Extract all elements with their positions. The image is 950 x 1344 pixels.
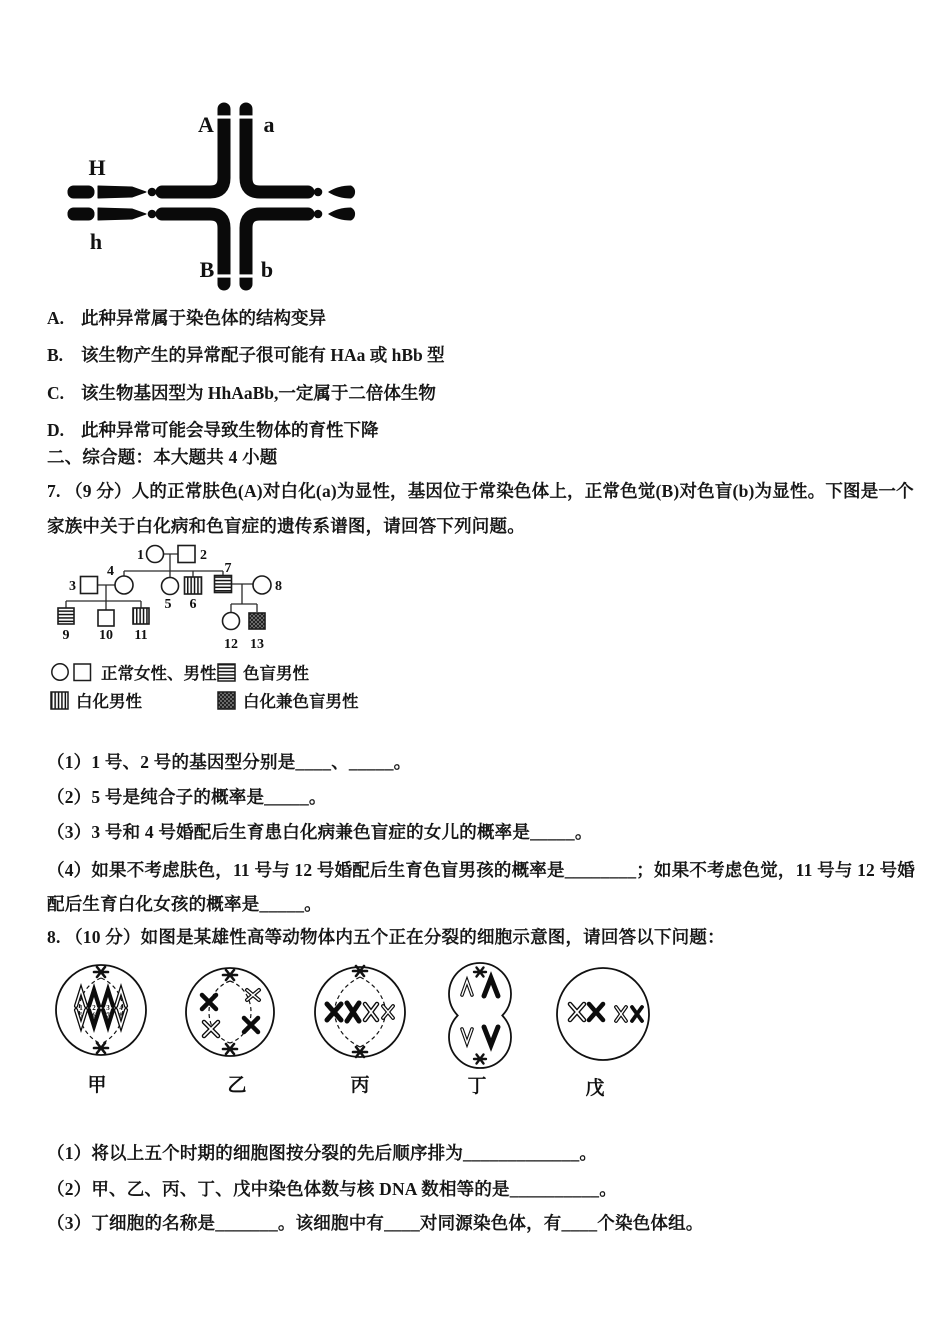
normal-female-male-icon	[50, 662, 94, 682]
pedigree-member-8	[253, 576, 271, 594]
cell-label-jia: 甲	[87, 1075, 107, 1096]
cell-division-figure	[48, 952, 668, 1104]
pedigree-member-7	[215, 576, 232, 593]
legend-item-normal	[50, 660, 217, 684]
allele-label-H: H	[88, 155, 106, 180]
section-header: 二、综合题：本大题共 4 小题	[47, 447, 278, 467]
cell-jia	[56, 965, 146, 1055]
cell-ding	[449, 963, 511, 1068]
q8-subquestion-2: （2）甲、乙、丙、丁、戊中染色体数与核 DNA 数相等的是__________。	[47, 1179, 617, 1199]
pedigree-label-8: 8	[275, 579, 282, 594]
chrom-num: 5	[79, 1011, 83, 1020]
q7-subquestion-1: （1）1 号、2 号的基因型分别是____、_____。	[47, 752, 412, 772]
cell-label-wu: 戊	[585, 1078, 605, 1099]
pedigree-member-9	[58, 608, 74, 624]
cell-bing	[315, 966, 405, 1057]
allele-label-A: A	[198, 112, 214, 137]
right-arm-segments	[328, 186, 355, 221]
option-row-a	[47, 306, 326, 330]
pedigree-member-13	[249, 613, 265, 629]
pedigree-label-5: 5	[164, 597, 172, 612]
legend-label: 白化男性	[76, 692, 142, 711]
pedigree-member-10	[98, 610, 114, 626]
option-letter: A.	[47, 308, 65, 328]
pedigree-label-11: 11	[134, 628, 148, 643]
pedigree-figure	[50, 538, 295, 660]
chrom-num: 8	[119, 1011, 123, 1020]
allele-label-h: h	[89, 229, 103, 254]
pedigree-legend	[50, 660, 480, 718]
allele-label-B: B	[199, 257, 215, 282]
colorblind-male-icon	[217, 663, 236, 682]
pedigree-label-4: 4	[107, 564, 114, 579]
allele-label-a: a	[263, 112, 275, 137]
left-arm-segments	[68, 186, 146, 220]
chromosome-arms	[162, 109, 308, 284]
pedigree-member-1	[147, 546, 164, 563]
option-row-d	[47, 418, 379, 442]
pedigree-member-3	[81, 577, 98, 594]
pedigree-member-11	[133, 608, 149, 624]
option-row-c	[47, 381, 436, 405]
pedigree-member-2	[178, 546, 195, 563]
cell-wu	[557, 968, 649, 1060]
option-letter: C.	[47, 383, 65, 403]
option-row-b	[47, 343, 445, 367]
chrom-num: 4	[119, 1004, 123, 1012]
legend-label: 色盲男性	[243, 664, 309, 683]
allele-label-b: b	[260, 257, 274, 282]
pedigree-label-2: 2	[200, 548, 207, 563]
chrom-num: 7	[106, 1011, 110, 1020]
pedigree-label-12: 12	[224, 637, 238, 652]
pedigree-label-13: 13	[250, 637, 264, 652]
option-letter: D.	[47, 420, 65, 440]
q8-subquestion-1: （1）将以上五个时期的细胞图按分裂的先后顺序排为_____________。	[47, 1143, 598, 1163]
chrom-num: 3	[106, 1004, 110, 1012]
legend-item-colorblind	[217, 660, 309, 684]
legend-label: 正常女性、男性	[101, 664, 217, 683]
option-text: 该生物产生的异常配子很可能有 HAa 或 hBb 型	[81, 345, 445, 365]
q7-subquestion-2: （2）5 号是纯合子的概率是_____。	[47, 787, 327, 807]
cell-label-ding: 丁	[467, 1076, 487, 1097]
chromosome-figure	[60, 88, 380, 300]
option-text: 此种异常可能会导致生物体的育性下降	[81, 420, 379, 440]
albino-male-icon	[50, 691, 69, 710]
option-letter: B.	[47, 345, 64, 365]
q7-subquestion-3: （3）3 号和 4 号婚配后生育患白化病兼色盲症的女儿的概率是_____。	[47, 822, 593, 842]
pedigree-label-7: 7	[224, 561, 232, 576]
albino-colorblind-male-icon	[217, 691, 236, 710]
pedigree-member-6	[185, 577, 202, 594]
q8-intro: 8. （10 分）如图是某雄性高等动物体内五个正在分裂的细胞示意图，请回答以下问题：	[47, 927, 725, 947]
cell-yi	[186, 968, 274, 1056]
pedigree-label-3: 3	[69, 579, 76, 594]
pedigree-label-6: 6	[189, 597, 197, 612]
legend-item-albino	[50, 688, 142, 712]
q7-subquestion-4: （4）如果不考虑肤色，11 号与 12 号婚配后生育色盲男孩的概率是________；如果不考虑色觉，11 号与 12 号婚配后生育白化女孩的概率是_____。	[47, 860, 915, 914]
legend-item-albino-colorblind	[217, 688, 359, 712]
chrom-num: 2	[92, 1004, 96, 1012]
cell-label-bing: 丙	[350, 1075, 370, 1096]
pedigree-label-1: 1	[137, 548, 144, 563]
option-text: 此种异常属于染色体的结构变异	[81, 308, 326, 328]
pedigree-label-10: 10	[99, 628, 113, 643]
legend-label: 白化兼色盲男性	[243, 692, 359, 711]
cell-label-yi: 乙	[227, 1075, 247, 1096]
pedigree-member-12	[223, 613, 240, 630]
option-text: 该生物基因型为 HhAaBb,一定属于二倍体生物	[81, 383, 436, 403]
pedigree-member-5	[162, 578, 179, 595]
q7-intro: 7. （9 分）人的正常肤色(A)对白化(a)为显性，基因位于常染色体上，正常色觉(B)对色盲(b)为显性。下图是一个家族中关于白化病和色盲症的遗传系谱图，请回答下列问题。	[47, 481, 914, 536]
q8-subquestion-3: （3）丁细胞的名称是_______。该细胞中有____对同源染色体，有____个染色体组。	[47, 1213, 704, 1233]
pedigree-label-9: 9	[62, 628, 70, 643]
chrom-num: 1	[79, 1004, 83, 1012]
chrom-num: 6	[92, 1011, 96, 1020]
pedigree-member-4	[115, 576, 133, 594]
